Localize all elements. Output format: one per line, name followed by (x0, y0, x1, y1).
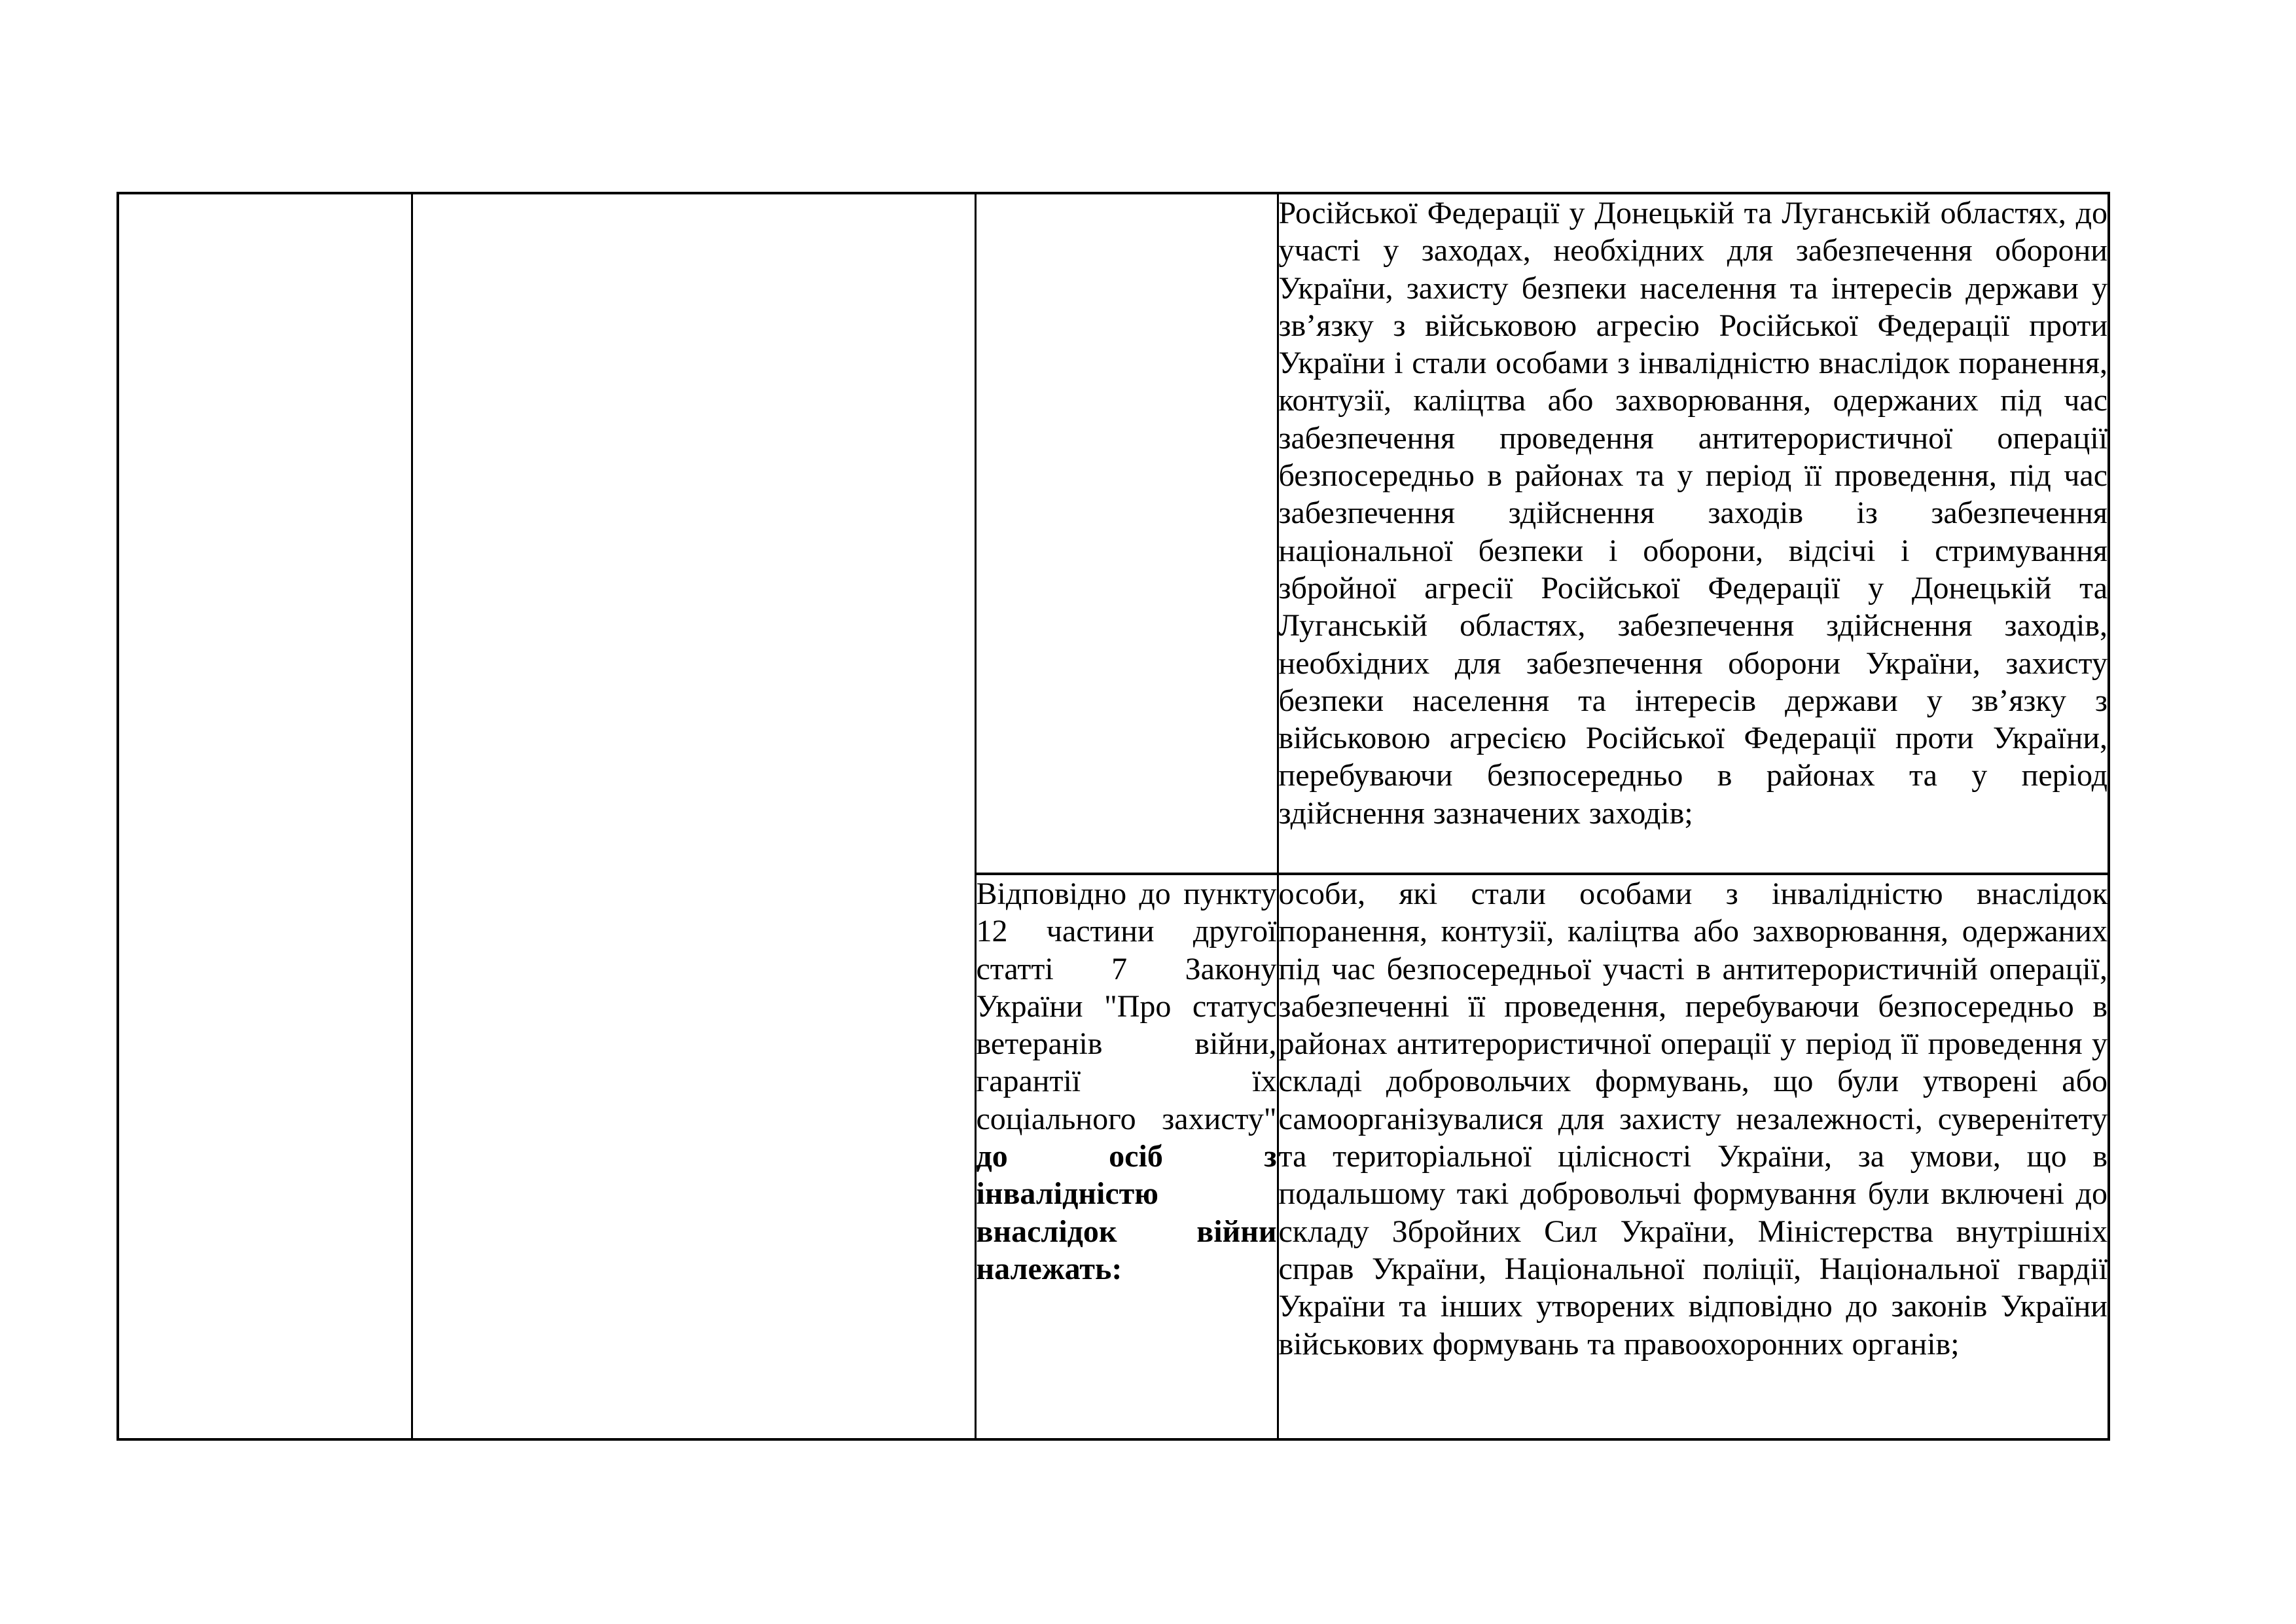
basis-cell-row2 (975, 874, 1278, 1439)
provision-paragraph-row2: особи, які стали особами з інвалідністю внаслідок поранення, контузії, каліцтва або захворювання, одержаних під час безпосередньої участі в антитерористичній операції, забезпеченні її проведення, перебуваючи безпосередньо в районах антитерористичної операції у період її проведення у складі добровольчих формувань, що були утворені або самоорганізувалися для захисту незалежності, суверенітету та територіальної цілісності України, за умови, що в подальшому такі добровольчі формування були включені до складу Збройних Сил України, Міністерства внутрішніх справ України, Національної поліції, Національної гвардії України та інших утворених відповідно до законів України військових формувань та правоохоронних органів; (1278, 876, 2108, 1362)
legal-provisions-table (117, 192, 2110, 1441)
table-row (118, 193, 2109, 874)
provision-cell-row2 (1278, 874, 2109, 1439)
provision-paragraph-row1: Російської Федерації у Донецькій та Луганській областях, до участі у заходах, необхідних для забезпечення оборони України, захисту безпеки населення та інтересів держави у зв’язку з військовою агресію Російської Федерації проти України і стали особами з інвалідністю внаслідок поранення, контузії, каліцтва або захворювання, одержаних під час забезпечення проведення антитерористичної операції безпосередньо в районах та у період її проведення, під час забезпечення здійснення заходів із забезпечення національної безпеки і оборони, відсічі і стримування збройної агресії Російської Федерації у Донецькій та Луганській областях, забезпечення здійснення заходів, необхідних для забезпечення оборони України, захисту безпеки населення та інтересів держави у зв’язку з військовою агресією Російської Федерації проти України, перебуваючи безпосередньо в районах та у період здійснення зазначених заходів; (1278, 196, 2108, 831)
basis-bold-text: до осіб з інвалідністю внаслідок війни належать: (976, 1139, 1277, 1286)
basis-paragraph (977, 875, 1277, 1288)
basis-cell-row1-empty (975, 193, 1278, 874)
empty-cell-col2 (412, 193, 975, 1439)
provision-cell-row1 (1278, 193, 2109, 874)
basis-normal-text: Відповідно до пункту 12 частини другої статті 7 Закону України "Про статус ветеранів війни, гарантії їх соціального захисту" (976, 876, 1277, 1136)
empty-cell-col1 (118, 193, 412, 1439)
